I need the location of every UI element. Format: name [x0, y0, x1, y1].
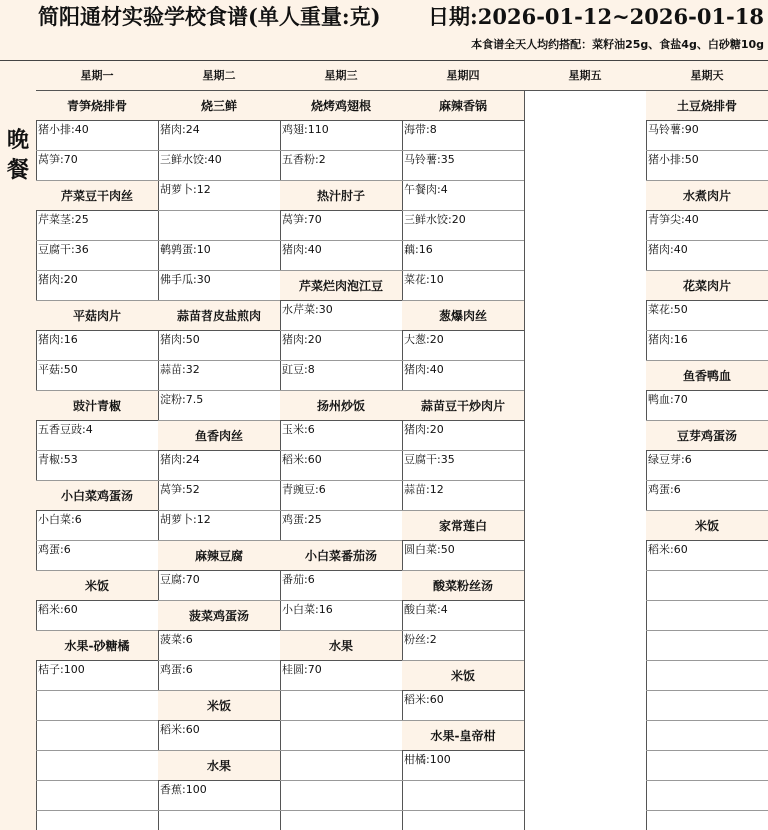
day-column	[280, 61, 403, 830]
ingredient-cell: 玉米:6	[280, 421, 402, 451]
ingredient-cell: 猪肉:40	[402, 361, 524, 391]
dish-name: 小白菜番茄汤	[280, 541, 402, 571]
ingredient-cell: 猪肉:40	[280, 241, 402, 271]
dish-name: 青笋烧排骨	[36, 91, 158, 121]
ingredient-cell: 莴笋:70	[280, 211, 402, 241]
dish-name: 豉汁青椒	[36, 391, 158, 421]
ingredient-cell: 蒜苗:12	[402, 481, 524, 511]
dish-name: 麻辣香锅	[402, 91, 524, 121]
ingredient-cell: 鸭血:70	[646, 391, 768, 421]
ingredient-cell: 桔子:100	[36, 661, 158, 691]
day-column	[158, 61, 281, 830]
dish-name: 鱼香鸭血	[646, 361, 768, 391]
empty-cell	[646, 721, 768, 751]
empty-cell	[646, 661, 768, 691]
ingredient-cell: 香蕉:100	[158, 781, 280, 811]
empty-cell	[280, 721, 402, 751]
ingredient-cell: 马铃薯:90	[646, 121, 768, 151]
ingredient-cell: 水芹菜:30	[280, 301, 402, 331]
ingredient-cell: 小白菜:16	[280, 601, 402, 631]
ingredient-cell: 猪肉:20	[280, 331, 402, 361]
ingredient-cell: 胡萝卜:12	[158, 181, 280, 211]
day-column	[36, 61, 159, 830]
ingredient-cell: 莴笋:70	[36, 151, 158, 181]
menu-title-bar	[0, 0, 768, 34]
header-corner-cell	[0, 61, 37, 92]
empty-cell	[36, 691, 158, 721]
ingredient-cell: 稻米:60	[158, 721, 280, 751]
day-header: 星期二	[158, 61, 280, 91]
dish-name: 水果-砂糖橘	[36, 631, 158, 661]
dish-name: 蒜苗豆干炒肉片	[402, 391, 524, 421]
day-header: 星期天	[646, 61, 768, 91]
menu-table	[0, 60, 768, 830]
ingredient-cell: 菠菜:6	[158, 631, 280, 661]
ingredient-cell: 猪肉:50	[158, 331, 280, 361]
ingredient-cell: 菜花:50	[646, 301, 768, 331]
empty-cell	[280, 781, 402, 811]
dish-name: 扬州炒饭	[280, 391, 402, 421]
ingredient-cell: 鸡蛋:6	[646, 481, 768, 511]
ingredient-cell: 蒜苗:32	[158, 361, 280, 391]
dish-name: 水果	[280, 631, 402, 661]
nutrition-note: 本食谱全天人均约搭配：菜籽油25g、食盐4g、白砂糖10g	[471, 38, 764, 51]
dish-name: 水煮肉片	[646, 181, 768, 211]
day-header: 星期五	[524, 61, 646, 91]
day-header: 星期一	[36, 61, 158, 91]
ingredient-cell: 青豌豆:6	[280, 481, 402, 511]
dish-name: 花菜肉片	[646, 271, 768, 301]
ingredient-cell: 鸡翅:110	[280, 121, 402, 151]
ingredient-cell: 猪肉:24	[158, 121, 280, 151]
dish-name: 热汁肘子	[280, 181, 402, 211]
day-column	[402, 61, 525, 830]
ingredient-cell: 大葱:20	[402, 331, 524, 361]
dish-name: 家常莲白	[402, 511, 524, 541]
ingredient-cell: 酸白菜:4	[402, 601, 524, 631]
meal-column	[0, 91, 37, 830]
ingredient-cell: 青笋尖:40	[646, 211, 768, 241]
empty-cell	[36, 781, 158, 811]
ingredient-cell: 五香豆豉:4	[36, 421, 158, 451]
ingredient-cell: 鸡蛋:25	[280, 511, 402, 541]
empty-cell	[280, 691, 402, 721]
ingredient-cell: 豆腐干:36	[36, 241, 158, 271]
menu-title: 简阳通材实验学校食谱(单人重量:克)	[38, 4, 381, 29]
dish-name: 平菇肉片	[36, 301, 158, 331]
empty-cell	[646, 571, 768, 601]
empty-cell	[646, 691, 768, 721]
dish-name: 水果	[158, 751, 280, 781]
empty-cell	[36, 721, 158, 751]
meal-label: 晚餐	[6, 127, 29, 183]
ingredient-cell: 菜花:10	[402, 271, 524, 301]
ingredient-cell: 圆白菜:50	[402, 541, 524, 571]
dish-name: 葱爆肉丝	[402, 301, 524, 331]
dish-name: 米饭	[646, 511, 768, 541]
empty-cell	[158, 211, 280, 241]
ingredient-cell: 海带:8	[402, 121, 524, 151]
ingredient-cell: 稻米:60	[402, 691, 524, 721]
ingredient-cell: 稻米:60	[36, 601, 158, 631]
dish-name: 米饭	[402, 661, 524, 691]
ingredient-cell: 番茄:6	[280, 571, 402, 601]
ingredient-cell: 豆腐干:35	[402, 451, 524, 481]
empty-cell	[646, 601, 768, 631]
ingredient-cell: 鸡蛋:6	[158, 661, 280, 691]
dish-name: 烧烤鸡翅根	[280, 91, 402, 121]
ingredient-cell: 淀粉:7.5	[158, 391, 280, 421]
ingredient-cell: 芹菜茎:25	[36, 211, 158, 241]
ingredient-cell: 柑橘:100	[402, 751, 524, 781]
date-range: 日期:2026-01-12~2026-01-18	[428, 4, 764, 29]
ingredient-cell: 胡萝卜:12	[158, 511, 280, 541]
dish-name: 小白菜鸡蛋汤	[36, 481, 158, 511]
empty-cell	[36, 751, 158, 781]
dish-name: 芹菜烂肉泡江豆	[280, 271, 402, 301]
dish-name: 土豆烧排骨	[646, 91, 768, 121]
ingredient-cell: 猪肉:16	[36, 331, 158, 361]
ingredient-cell: 鹌鹑蛋:10	[158, 241, 280, 271]
dish-name: 豆芽鸡蛋汤	[646, 421, 768, 451]
ingredient-cell: 稻米:60	[280, 451, 402, 481]
empty-cell	[280, 751, 402, 781]
ingredient-cell: 桂圆:70	[280, 661, 402, 691]
empty-cell	[646, 751, 768, 781]
ingredient-cell: 平菇:50	[36, 361, 158, 391]
ingredient-cell: 莴笋:52	[158, 481, 280, 511]
ingredient-cell: 猪肉:16	[646, 331, 768, 361]
ingredient-cell: 藕:16	[402, 241, 524, 271]
ingredient-cell: 豆腐:70	[158, 571, 280, 601]
day-header: 星期四	[402, 61, 524, 91]
day-header: 星期三	[280, 61, 402, 91]
ingredient-cell: 三鲜水饺:40	[158, 151, 280, 181]
ingredient-cell: 佛手瓜:30	[158, 271, 280, 301]
dish-name: 米饭	[36, 571, 158, 601]
dish-name: 菠菜鸡蛋汤	[158, 601, 280, 631]
ingredient-cell: 猪肉:24	[158, 451, 280, 481]
ingredient-cell: 猪肉:20	[36, 271, 158, 301]
dish-name: 蒜苗苕皮盐煎肉	[158, 301, 280, 331]
empty-cell	[646, 631, 768, 661]
dish-name: 米饭	[158, 691, 280, 721]
empty-cell	[646, 781, 768, 811]
dish-name: 烧三鲜	[158, 91, 280, 121]
dish-name: 水果-皇帝柑	[402, 721, 524, 751]
ingredient-cell: 豇豆:8	[280, 361, 402, 391]
ingredient-cell: 绿豆芽:6	[646, 451, 768, 481]
ingredient-cell: 五香粉:2	[280, 151, 402, 181]
ingredient-cell: 青椒:53	[36, 451, 158, 481]
ingredient-cell: 猪小排:40	[36, 121, 158, 151]
ingredient-cell: 三鲜水饺:20	[402, 211, 524, 241]
empty-cell	[402, 781, 524, 811]
ingredient-cell: 马铃薯:35	[402, 151, 524, 181]
dish-name: 鱼香肉丝	[158, 421, 280, 451]
ingredient-cell: 粉丝:2	[402, 631, 524, 661]
ingredient-cell: 小白菜:6	[36, 511, 158, 541]
dish-name: 芹菜豆干肉丝	[36, 181, 158, 211]
ingredient-cell: 午餐肉:4	[402, 181, 524, 211]
ingredient-cell: 猪肉:40	[646, 241, 768, 271]
day-column	[524, 61, 647, 830]
ingredient-cell: 猪小排:50	[646, 151, 768, 181]
dish-name: 麻辣豆腐	[158, 541, 280, 571]
ingredient-cell: 鸡蛋:6	[36, 541, 158, 571]
ingredient-cell: 稻米:60	[646, 541, 768, 571]
ingredient-cell: 猪肉:20	[402, 421, 524, 451]
dish-name: 酸菜粉丝汤	[402, 571, 524, 601]
day-column	[646, 61, 768, 830]
